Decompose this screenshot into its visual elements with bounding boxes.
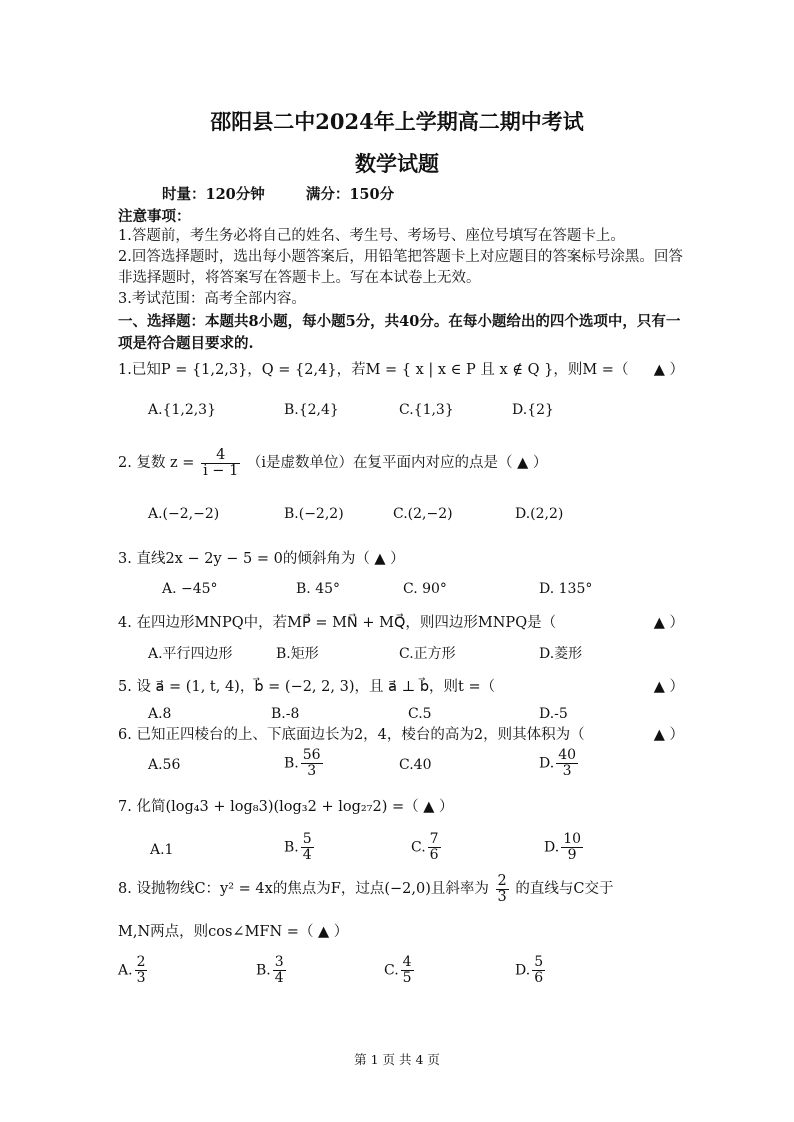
option-d: D. 135° [539,581,593,597]
option-b: B.-8 [271,706,300,722]
option-c [411,832,443,863]
option-b [284,748,325,779]
numerator: 40 [558,747,577,763]
fraction [301,748,323,779]
numerator: 5 [302,831,312,847]
question-7: 7. 化简(log₄3 + log₈3)(log₃2 + log₂₇2) =（ ▲ ） [118,799,454,815]
option-b: B.{2,4} [284,402,339,418]
option-c: C.正方形 [399,646,456,662]
option-d: D.菱形 [539,646,583,662]
question-stem: 1.已知P = {1,2,3}，Q = {2,4}，若M = { x | x ∈ P 且 x ∉ Q }，则M =（ [118,362,629,378]
page-footer: 第 1 页 共 4 页 [354,1052,440,1067]
denominator: 5 [402,970,412,986]
notice-item-2: 2.回答选择题时，选出每小题答案后，用铅笔把答题卡上对应题目的答案标号涂黑。回答非选择题时，将答案写在答题卡上。写在本试卷上无效。 [118,249,683,286]
exam-meta [162,183,430,204]
answer-mark: ▲ ） [653,362,684,378]
option-a: A. −45° [162,581,218,597]
time-limit: 时量：120分钟 [162,186,265,203]
exam-subtitle: 数学试题 [355,151,439,176]
question-stem-pre: 8. 设抛物线C：y² = 4x的焦点为F，过点(−2,0)且斜率为 [118,881,489,897]
option-b [256,955,288,986]
section-heading: 一、选择题：本题共8小题，每小题5分，共40分。在每小题给出的四个选项中，只有一项是符合题目要求的. [118,313,681,352]
option-d: D.-5 [539,706,568,722]
question-stem-post: 的直线与C交于 [515,881,614,897]
fraction [496,874,509,905]
option-c: C.(2,−2) [393,506,453,522]
option-b [284,832,316,863]
option-letter: D. [539,755,555,772]
denominator: i − 1 [203,462,239,479]
fraction [532,955,545,986]
fraction [428,832,441,863]
option-letter: B. [284,755,299,772]
denominator: 6 [429,847,439,863]
numerator: 2 [136,954,146,970]
notice-item-3: 3.考试范围：高考全部内容。 [118,291,306,307]
denominator: 6 [534,970,544,986]
option-letter: B. [284,839,299,856]
notice-heading: 注意事项： [118,208,191,225]
option-a: A.{1,2,3} [148,402,216,418]
option-a [118,955,149,986]
option-a: A.(−2,−2) [148,506,220,522]
option-d: D.(2,2) [515,506,564,522]
question-1 [118,360,684,380]
question-stem: 4. 在四边形MNPQ中，若MP⃗ = MN⃗ + MQ⃗，则四边形MNPQ是（ [118,615,557,631]
exam-title: 邵阳县二中2024年上学期高二期中考试 [210,109,584,134]
fraction [561,832,583,863]
option-c: C.5 [408,706,432,722]
fraction [301,832,314,863]
option-letter: D. [544,839,560,856]
fraction [135,955,148,986]
question-5 [118,677,684,697]
option-d [539,748,580,779]
question-3: 3. 直线2x − 2y − 5 = 0的倾斜角为（ ▲ ） [118,551,405,567]
option-c: C.{1,3} [399,402,454,418]
option-c [384,955,416,986]
question-stem: 5. 设 a⃗ = (1, t, 4)，b⃗ = (−2, 2, 3)，且 a⃗ ⊥ b⃗，则t =（ [118,679,496,695]
question-stem-post: （i是虚数单位）在复平面内对应的点是（ ▲ ） [246,455,548,471]
answer-mark: ▲ ） [653,727,684,743]
fraction [401,955,414,986]
question-4 [118,613,684,633]
denominator: 4 [302,847,312,863]
answer-mark: ▲ ） [653,679,684,695]
option-c: C. 90° [403,581,447,597]
denominator: 3 [301,763,323,779]
numerator: 5 [534,954,544,970]
question-stem: 6. 已知正四棱台的上、下底面边长为2，4，棱台的高为2，则其体积为（ [118,727,585,743]
option-b: B. 45° [296,581,341,597]
option-a: A.8 [148,706,172,722]
option-d [544,832,585,863]
option-letter: C. [411,839,426,856]
answer-mark: ▲ ） [653,615,684,631]
option-a: A.1 [150,842,174,858]
question-2 [118,446,684,480]
numerator: 4 [216,446,226,463]
option-letter: D. [515,962,531,979]
option-letter: B. [256,962,271,979]
option-d: D.{2} [512,402,554,418]
option-c: C.40 [399,757,432,773]
denominator: 9 [561,847,583,863]
numerator: 4 [402,954,412,970]
full-score: 满分：150分 [305,186,395,203]
option-a: A.平行四边形 [148,646,233,662]
fraction [556,748,578,779]
numerator: 10 [563,831,582,847]
option-b: B.矩形 [276,646,319,662]
numerator: 7 [429,831,439,847]
denominator: 3 [497,888,507,905]
denominator: 3 [136,970,146,986]
denominator: 3 [556,763,578,779]
question-6 [118,725,684,745]
option-b: B.(−2,2) [284,506,344,522]
notice-item-1: 1.答题前，考生务必将自己的姓名、考生号、考场号、座位号填写在答题卡上。 [118,228,625,244]
denominator: 4 [274,970,284,986]
numerator: 3 [274,954,284,970]
numerator: 56 [302,747,321,763]
option-d [515,955,547,986]
question-8-line-2: M,N两点，则cos∠MFN =（ ▲ ） [118,924,349,940]
numerator: 2 [497,872,507,889]
option-letter: A. [118,962,133,979]
fraction [201,448,240,479]
option-letter: C. [384,962,399,979]
option-a: A.56 [148,757,181,773]
question-stem-pre: 2. 复数 z = [118,455,195,471]
question-8 [118,872,684,906]
fraction [273,955,286,986]
